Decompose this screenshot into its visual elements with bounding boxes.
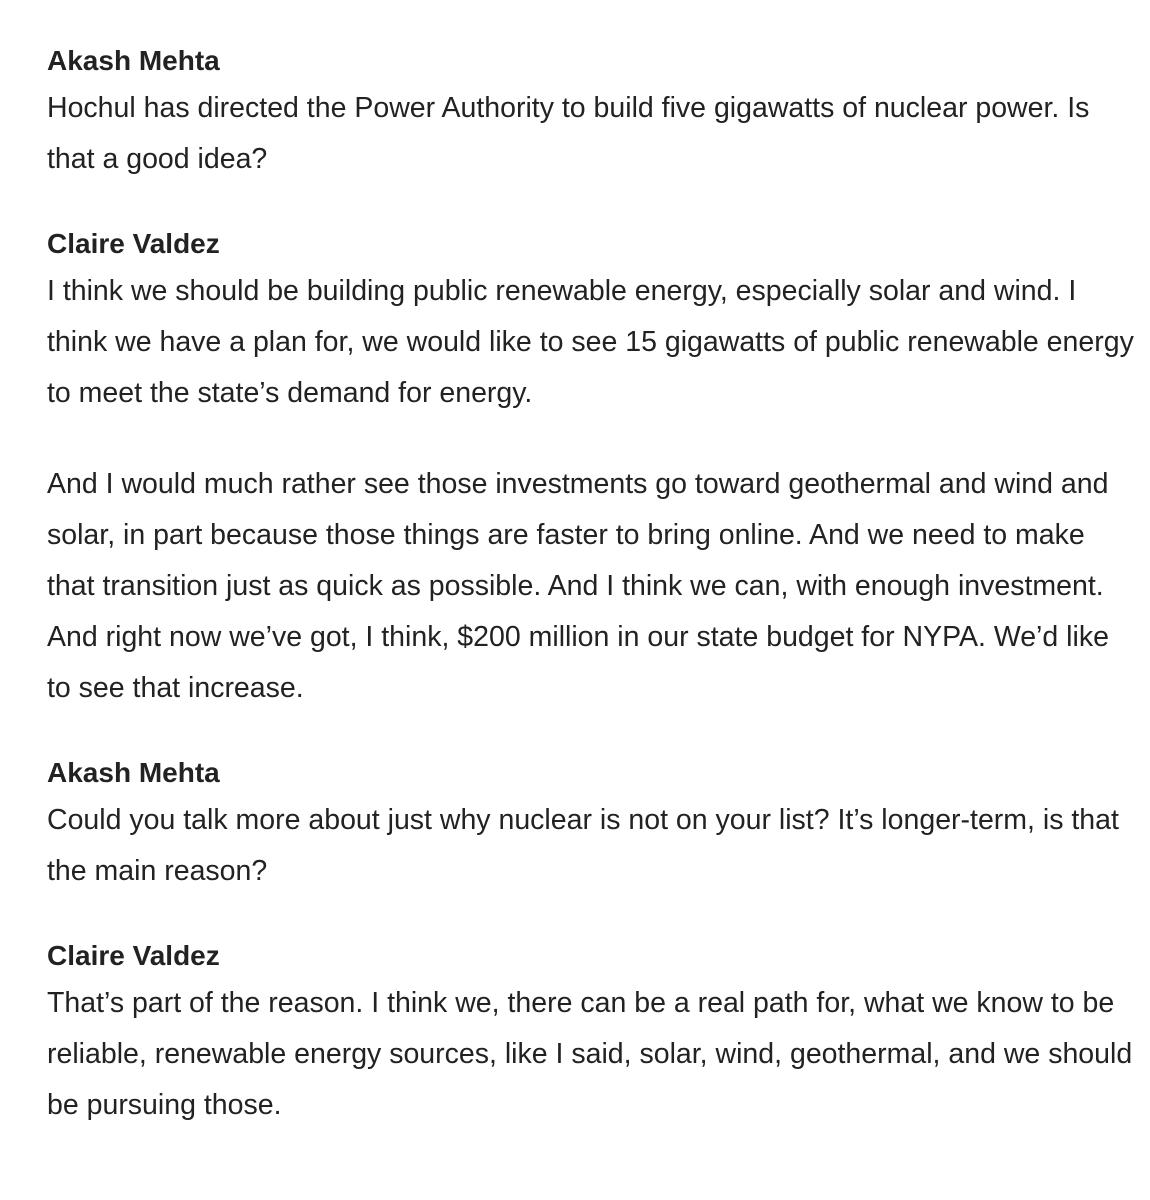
speech-paragraph: I think we should be building public renewable energy, especially solar and wind. I think we have a plan for, we would like to see 15 gigawatts of public renewable energy to meet the state’s demand for energy.	[47, 275, 1134, 409]
transcript-entry	[47, 223, 1137, 714]
speaker-name: Akash Mehta	[47, 757, 220, 788]
speaker-name: Claire Valdez	[47, 940, 220, 971]
transcript-entry	[47, 40, 1137, 185]
speech-paragraph: Could you talk more about just why nuclear is not on your list? It’s longer-term, is that the main reason?	[47, 804, 1119, 887]
interview-transcript	[47, 40, 1137, 1169]
transcript-entry	[47, 752, 1137, 897]
speech-paragraph: Hochul has directed the Power Authority to build five gigawatts of nuclear power. Is that a good idea?	[47, 92, 1090, 175]
speech-paragraph: And I would much rather see those investments go toward geothermal and wind and solar, in part because those things are faster to bring online. And we need to make that transition just as quick as possible. And I think we can, with enough investment. And right now we’ve got, I think, $200 million in our state budget for NYPA. We’d like to see that increase.	[47, 468, 1109, 704]
speech-paragraph: That’s part of the reason. I think we, there can be a real path for, what we know to be reliable, renewable energy sources, like I said, solar, wind, geothermal, and we should be pursuing those.	[47, 987, 1133, 1121]
speaker-name: Claire Valdez	[47, 228, 220, 259]
transcript-entry	[47, 935, 1137, 1131]
speaker-name: Akash Mehta	[47, 45, 220, 76]
